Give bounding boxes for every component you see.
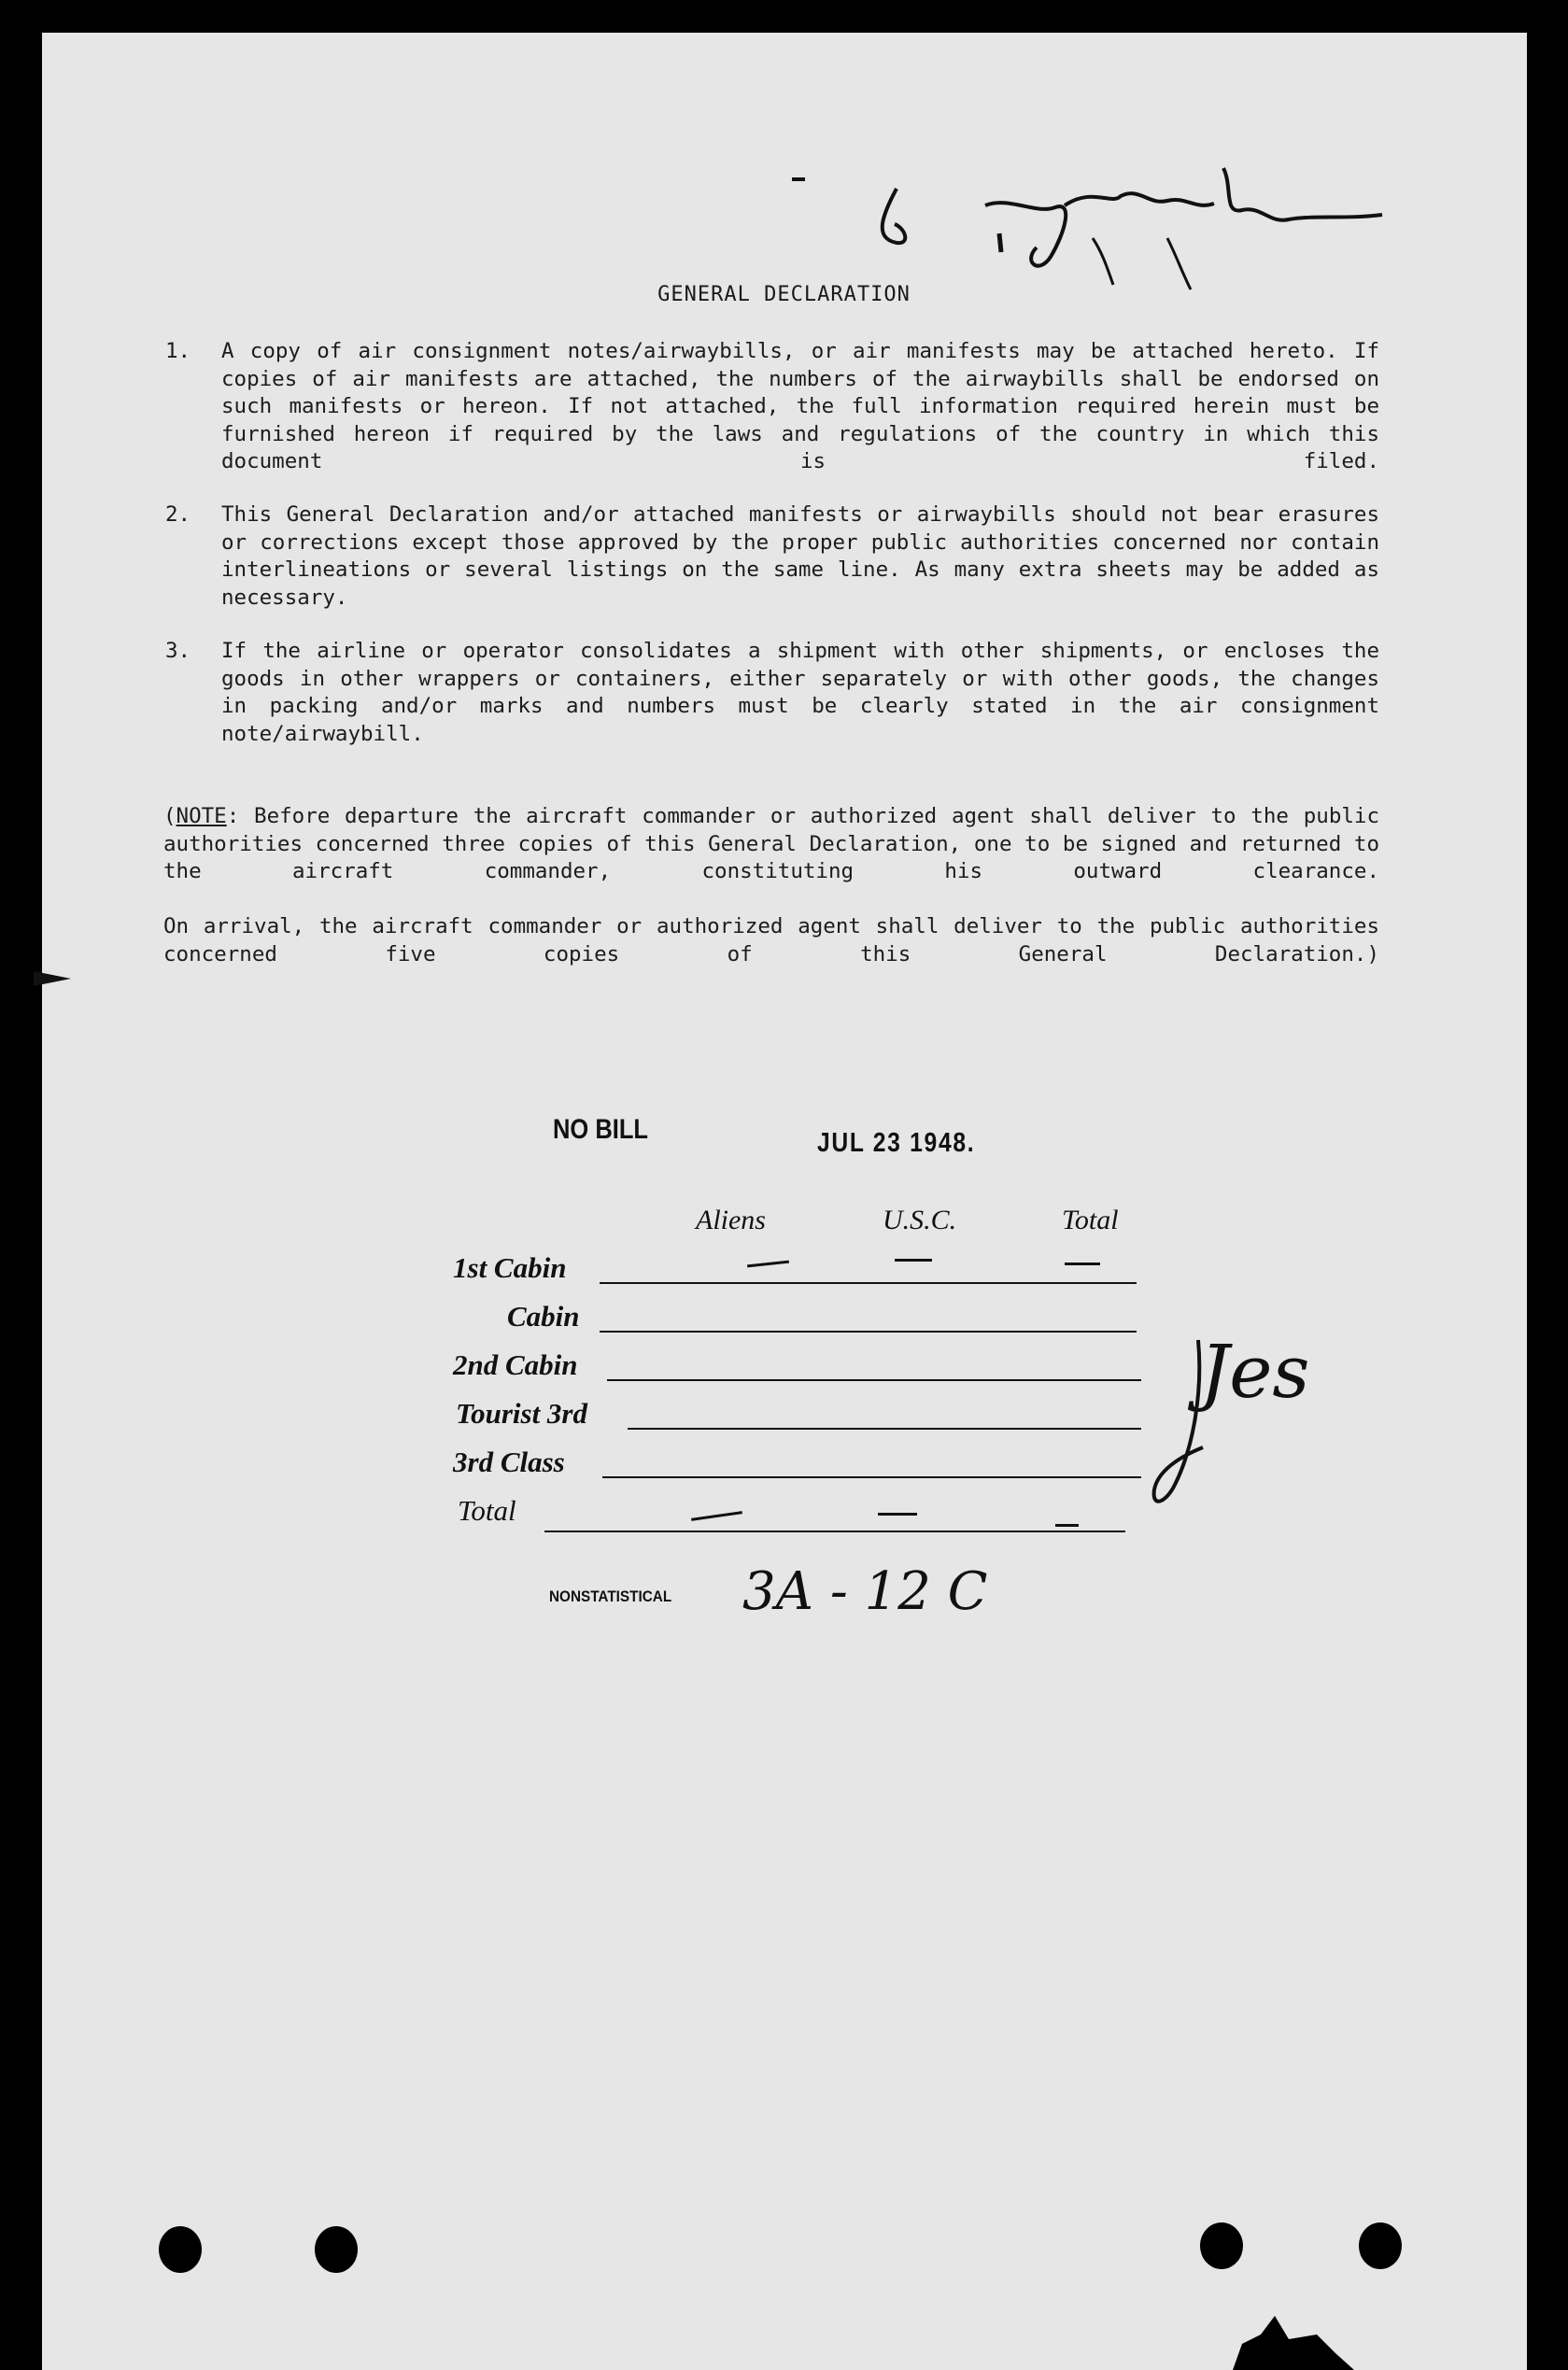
row-label-cabin: Cabin [507,1300,580,1333]
page-edge-notch [34,971,71,986]
punch-hole [315,2226,358,2273]
row-label-2nd-cabin: 2nd Cabin [453,1348,578,1381]
column-header-total: Total [1062,1205,1119,1235]
date-stamp: JUL 23 1948. [817,1128,976,1158]
dash-mark [1065,1263,1100,1265]
item-number: 2. [165,502,191,527]
note-text: : Before departure the aircraft commander or authorized agent shall deliver to the public authorities concerned three copies of this General Declaration, one to be signed and returned to the aircraft commander, constituting his outward clearance. [163,804,1379,883]
punch-hole [1359,2222,1402,2269]
arrival-paragraph [163,913,1379,968]
row-line-total [544,1531,1125,1532]
item-text: If the airline or operator consolidates a shipment with other shipments, or encloses the goods in other wrappers or containers, either separately or with other goods, the changes in packing and/or marks and numbers must be clearly stated in the air consignment note/airwaybill. [221,639,1379,746]
row-label-3rd-class: 3rd Class [453,1446,565,1478]
punch-hole [159,2226,202,2273]
nonstatistical-stamp: NONSTATISTICAL [549,1587,672,1605]
item-number: 1. [165,339,191,363]
row-label-1st-cabin: 1st Cabin [453,1251,567,1284]
row-label-tourist-3rd: Tourist 3rd [456,1397,587,1430]
row-line-cabin [600,1331,1137,1333]
row-line-tourist-3rd [628,1428,1141,1430]
note-paragraph [163,803,1379,886]
handwritten-signature-top [784,149,1391,299]
document-title: GENERAL DECLARATION [657,283,911,306]
dash-mark [878,1513,917,1516]
row-line-2nd-cabin [607,1379,1141,1381]
declaration-item-3 [165,638,1379,748]
column-header-aliens: Aliens [696,1205,766,1235]
declaration-item-1 [165,338,1379,476]
row-label-total: Total [458,1494,516,1527]
item-text: A copy of air consignment notes/airwaybills, or air manifests may be attached hereto. If copies of air manifests are attached, the numbers of the airwaybills shall be endorsed on such manifests or hereon. If not attached, the full information required herein must be furnished hereon if required by the laws and regulations of the country in which this document is filed. [221,339,1379,473]
note-open-paren: ( [163,804,177,828]
item-text: This General Declaration and/or attached manifests or airwaybills should not bear erasures or corrections except those approved by the proper public authorities concerned nor contain interlineations or several listings on the same line. As many extra sheets may be added as necessary. [221,502,1379,610]
torn-corner-mark [1223,2307,1354,2370]
handwritten-code: 3A - 12 C [742,1561,988,1622]
dash-mark [895,1259,932,1262]
row-line-3rd-class [602,1476,1141,1478]
declaration-item-2 [165,501,1379,612]
item-number: 3. [165,639,191,663]
no-bill-stamp: NO BILL [553,1114,648,1145]
handwritten-initials: Jes [1200,1331,1310,1415]
initials-flourish [1147,1335,1212,1513]
column-header-usc: U.S.C. [883,1205,957,1235]
dash-mark [1055,1524,1079,1527]
row-line-1st-cabin [600,1282,1137,1284]
arrival-text: On arrival, the aircraft commander or authorized agent shall deliver to the public authorities concerned five copies of this General Declaration.) [163,914,1379,966]
punch-hole [1200,2222,1243,2269]
note-label: NOTE [176,804,227,828]
